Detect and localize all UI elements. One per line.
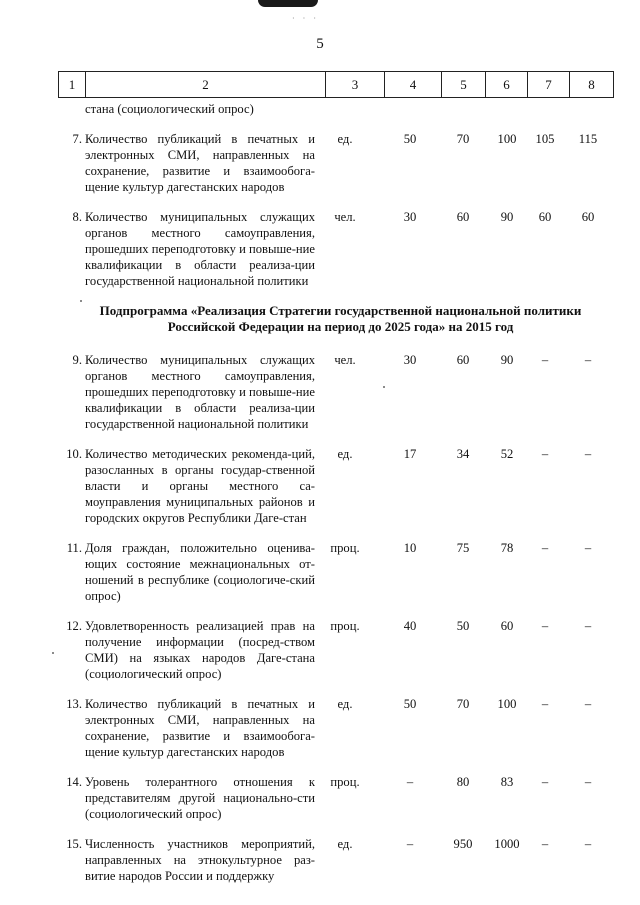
row-value-6: 100 [497,697,517,711]
row-value-7: – [541,619,549,633]
table-row [58,352,613,432]
row-text: Количество публикаций в печатных и электронных СМИ, направленных на сохранение, развитие и взаимообога-щение культур дагестанских народов [85,697,315,759]
row-number [58,101,85,117]
row-value-5: 60 [456,210,470,224]
row-value-4: 40 [403,619,417,633]
indicator-rows [58,101,613,884]
row-value-5: 70 [456,132,470,146]
row-text: Количество публикаций в печатных и электронных СМИ, направленных на сохранение, развитие и взаимообога-щение культур дагестанских народов [85,132,315,194]
row-number: 15. [66,837,82,851]
table-row [58,446,613,526]
row-value-6: 90 [500,210,514,224]
header-col-2: 2 [86,72,326,98]
subprogram-title: Подпрограмма «Реализация Стратегии государственной национальной политики Российской Федерации на период до 2025 года» на 2015 год [99,303,582,334]
row-value-7: – [541,447,549,461]
scan-speck [52,652,54,654]
row-value-4: 30 [403,353,417,367]
row-value-8: – [584,541,592,555]
row-number: 10. [66,447,82,461]
header-col-4: 4 [385,72,442,98]
row-value-5: 60 [456,353,470,367]
row-value-8: – [584,775,592,789]
row-value-5: 75 [456,541,470,555]
row-value-6: 100 [497,132,517,146]
scan-artifact [258,0,318,7]
column-header-table [58,71,614,98]
row-number: 8. [72,210,82,224]
header-col-3: 3 [326,72,385,98]
row-value-6: 90 [500,353,514,367]
row-text: Уровень толерантного отношения к представителям другой национально-сти (социологический опрос) [85,775,315,821]
row-value-6: 52 [500,447,514,461]
row-value-7: 60 [538,210,552,224]
table-row [58,836,613,884]
row-value-8: – [584,447,592,461]
row-value-7: – [541,353,549,367]
table-row [58,101,613,117]
row-value-5: 70 [456,697,470,711]
row-text: Количество муниципальных служащих органов местного самоуправления, прошедших переподготовку и повыше-ние квалификации в области реализа-ции государственной национальной политики [85,210,315,288]
row-value-4: 50 [403,697,417,711]
row-value-4: 30 [403,210,417,224]
row-value-8: – [584,353,592,367]
row-text: Количество муниципальных служащих органов местного самоуправления, прошедших переподготовку и повыше-ние квалификации в области реализа-ции государственной национальной политики [85,353,315,431]
row-unit: проц. [330,775,360,789]
row-number: 12. [66,619,82,633]
row-value-4: 50 [403,132,417,146]
row-value-4: – [406,837,414,851]
row-value-4: 10 [403,541,417,555]
header-col-6: 6 [486,72,528,98]
row-value-6: 83 [500,775,514,789]
row-value-5: 50 [456,619,470,633]
header-col-1: 1 [59,72,86,98]
row-text: Доля граждан, положительно оценива-ющих состояние межнациональных от-ношений в республике (социологиче-ский опрос) [85,541,315,603]
row-value-7: – [541,775,549,789]
row-value-8: – [584,619,592,633]
row-unit: ед. [337,132,353,146]
row-number: 9. [72,353,82,367]
row-value-5: 950 [453,837,473,851]
row-value-6: 78 [500,541,514,555]
row-value-7: – [541,697,549,711]
row-text: Численность участников мероприятий, направленных на этнокультурное раз-витие народов России и поддержку [85,837,315,883]
page-number: 5 [316,36,324,52]
row-unit: чел. [334,353,356,367]
header-col-8: 8 [570,72,614,98]
row-unit: проц. [330,619,360,633]
table-row [58,618,613,682]
header-col-7: 7 [528,72,570,98]
row-number: 13. [66,697,82,711]
scan-noise: · · · [292,14,319,23]
table-row [58,131,613,195]
row-value-5: 34 [456,447,470,461]
row-text: стана (социологический опрос) [85,102,254,116]
row-number: 14. [66,775,82,789]
row-text: Удовлетворенность реализацией прав на получение информации (посред-ством СМИ) на языках народов Даге-стана (социологический опрос) [85,619,315,681]
row-text: Количество методических рекоменда-ций, разосланных в органы государ-ственной власти и органы местного са-моуправления муниципальных районов и городских округов Республики Даге-стан [85,447,315,525]
row-value-6: 1000 [494,837,520,851]
row-value-6: 60 [500,619,514,633]
row-number: 7. [72,132,82,146]
table-row [58,774,613,822]
scan-speck [80,300,82,302]
scan-speck [383,386,385,388]
row-value-4: – [406,775,414,789]
row-unit: проц. [330,541,360,555]
row-unit: ед. [337,697,353,711]
row-value-8: – [584,837,592,851]
row-value-7: – [541,541,549,555]
table-row [58,209,613,289]
row-unit: ед. [337,447,353,461]
row-value-5: 80 [456,775,470,789]
header-col-5: 5 [442,72,486,98]
row-value-8: – [584,697,592,711]
row-value-7: – [541,837,549,851]
row-value-8: 60 [581,210,595,224]
row-value-7: 105 [535,132,555,146]
table-row [58,540,613,604]
row-value-8: 115 [578,132,598,146]
table-row [58,696,613,760]
row-unit: чел. [334,210,356,224]
row-unit: ед. [337,837,353,851]
row-value-4: 17 [403,447,417,461]
row-number: 11. [66,541,82,555]
